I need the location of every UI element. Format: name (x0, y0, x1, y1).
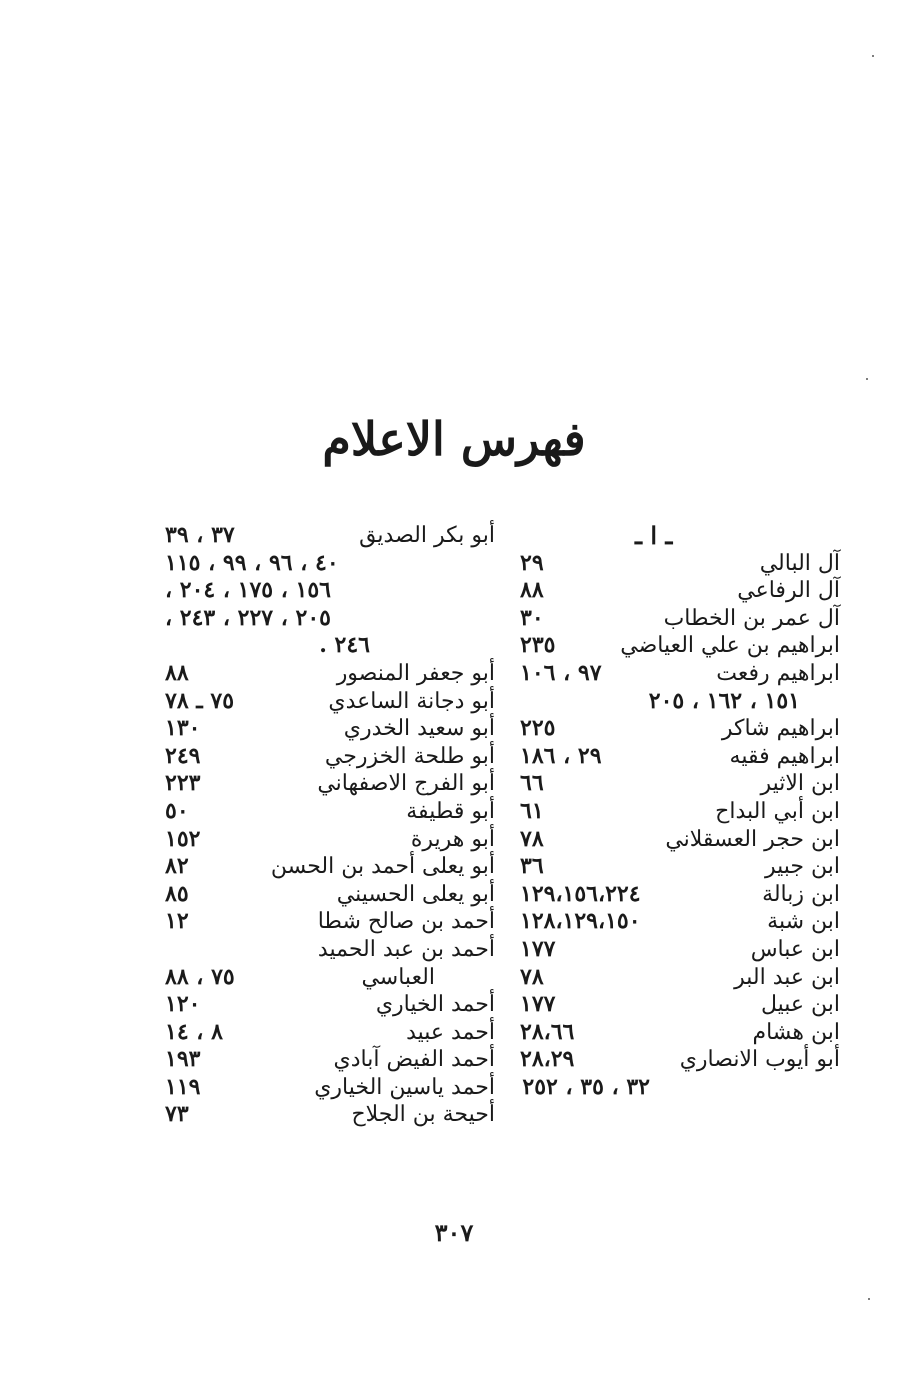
entry-pages: ١١٩ (165, 1073, 201, 1100)
entry-name: أحمد بن صالح شطا (317, 909, 495, 935)
index-entry-continuation (155, 577, 495, 605)
section-heading-alif: ـ ا ـ (635, 521, 673, 550)
entry-pages: ٨ ، ١٤ (165, 1018, 223, 1045)
entry-pages: ٣٧ ، ٣٩ (165, 522, 235, 548)
index-entry (510, 770, 840, 798)
index-entry (510, 1046, 840, 1074)
entry-name: ابراهيم فقيه (729, 743, 840, 769)
entry-name: ابن زبالة (762, 881, 840, 907)
index-entry (155, 826, 495, 854)
entry-name: العباسي (361, 964, 435, 990)
entry-pages: ١٣٠ (165, 715, 201, 742)
index-entry (155, 660, 495, 688)
entry-pages: ٣٦ (520, 853, 544, 880)
entry-name: أبو يعلى أحمد بن الحسن (270, 854, 495, 880)
index-entry-continuation (155, 632, 495, 660)
index-entry (510, 550, 840, 578)
entry-pages: ٢٣٥ (520, 632, 556, 659)
entry-pages: ٧٨ (520, 825, 544, 852)
entry-pages: ١٢٨،١٢٩،١٥٠ (520, 908, 641, 935)
entry-pages: ٨٥ (165, 880, 189, 907)
entry-pages: ٢٢٥ (520, 715, 556, 742)
entry-name: أحمد عبيد (406, 1019, 495, 1045)
index-entry (510, 632, 840, 660)
index-entry (155, 908, 495, 936)
entry-pages: ٨٨ (520, 577, 544, 604)
index-entry (155, 1046, 495, 1074)
entry-pages: ٤٠ ، ٩٦ ، ٩٩ ، ١١٥ (165, 549, 339, 576)
entry-name: أحمد الخياري (375, 992, 495, 1018)
index-entry (155, 881, 495, 909)
entry-name: آل البالي (759, 550, 840, 576)
index-entry-continuation (155, 550, 495, 578)
entry-name: آل الرفاعي (737, 578, 840, 604)
entry-name: أبو قطيفة (406, 798, 495, 824)
entry-pages: ٣٢ ، ٣٥ ، ٢٥٢ (522, 1073, 650, 1100)
index-entry (510, 660, 840, 688)
entry-name: ابن هشام (752, 1019, 840, 1045)
entry-pages: ١٥٦ ، ١٧٥ ، ٢٠٤ ، (165, 577, 331, 604)
index-entry (510, 798, 840, 826)
index-entry (155, 522, 495, 550)
index-entry (510, 964, 840, 992)
entry-name: أحمد الفيض آبادي (333, 1047, 495, 1073)
entry-name: ابن عبيل (760, 992, 840, 1018)
index-entry (510, 743, 840, 771)
entry-pages: ٦١ (520, 797, 544, 824)
index-entry (510, 991, 840, 1019)
entry-pages: ١٢٩،١٥٦،٢٢٤ (520, 880, 641, 907)
entry-pages: ١٧٧ (520, 935, 556, 962)
entry-name: آل عمر بن الخطاب (663, 605, 840, 631)
page-title: فهرس الاعلام (322, 412, 586, 466)
entry-pages: ٧٥ ـ ٧٨ (165, 687, 235, 714)
entry-pages: ٨٢ (165, 853, 189, 880)
entry-pages: ١٢٠ (165, 991, 201, 1018)
page-number: ٣٠٧ (434, 1218, 474, 1247)
entry-pages: ١٢ (165, 908, 189, 935)
entry-name: أبو دجانة الساعدي (328, 688, 495, 714)
index-entry-continuation (510, 688, 840, 716)
index-column-right (510, 522, 840, 1101)
entry-pages: ٢٤٩ (165, 742, 201, 769)
entry-pages: ٧٨ (520, 963, 544, 990)
scan-speck (866, 378, 868, 380)
index-entry (155, 991, 495, 1019)
entry-name: ابن جبير (765, 854, 840, 880)
entry-name: أحمد بن عبد الحميد (317, 936, 495, 962)
index-entry (510, 881, 840, 909)
entry-name: أبو جعفر المنصور (336, 660, 495, 686)
entry-name: أحيحة بن الجلاح (351, 1102, 495, 1128)
entry-pages: ١٩٣ (165, 1046, 201, 1073)
entry-pages: ٢٢٣ (165, 770, 201, 797)
entry-name: ابراهيم شاكر (721, 716, 840, 742)
entry-pages: ٢٩ ، ١٨٦ (520, 742, 602, 769)
entry-name: ابن أبي البداح (715, 798, 840, 824)
index-entry (510, 826, 840, 854)
index-entry (155, 1074, 495, 1102)
index-entry (510, 1019, 840, 1047)
entry-pages: ٥٠ (165, 797, 189, 824)
entry-pages: ٦٦ (520, 770, 544, 797)
index-entry (510, 577, 840, 605)
index-entry-continuation (510, 1074, 840, 1102)
entry-name: أبو أيوب الانصاري (679, 1047, 840, 1073)
entry-name: ابراهيم بن علي العياضي (620, 633, 840, 659)
entry-pages: ٢٤٦ . (319, 632, 370, 659)
entry-name: ابن عبد البر (734, 964, 840, 990)
entry-pages: ١٥٢ (165, 825, 201, 852)
index-column-left (155, 522, 495, 1129)
entry-pages: ٨٨ (165, 659, 189, 686)
entry-name: ابن الاثير (760, 771, 840, 797)
scan-speck (868, 1298, 870, 1300)
entry-name: أحمد ياسين الخياري (314, 1074, 495, 1100)
entry-pages: ٢٠٥ ، ٢٢٧ ، ٢٤٣ ، (165, 604, 331, 631)
index-entry (510, 715, 840, 743)
index-entry (155, 798, 495, 826)
entry-pages: ٧٣ (165, 1101, 189, 1128)
entry-pages: ١٥١ ، ١٦٢ ، ٢٠٥ (648, 687, 800, 714)
index-entry (510, 936, 840, 964)
entry-name: أبو طلحة الخزرجي (324, 743, 495, 769)
entry-name: أبو بكر الصديق (359, 523, 495, 548)
entry-name: أبو سعيد الخدري (343, 716, 495, 742)
entry-name: ابن عباس (750, 936, 840, 962)
index-entry-continuation (155, 605, 495, 633)
entry-pages: ٢٨،٦٦ (520, 1018, 575, 1045)
index-entry (155, 715, 495, 743)
entry-pages: ٢٨،٢٩ (520, 1046, 575, 1073)
index-entry (510, 605, 840, 633)
index-entry (155, 688, 495, 716)
index-entry (510, 853, 840, 881)
entry-pages: ٧٥ ، ٨٨ (165, 963, 235, 990)
index-entry (155, 936, 495, 964)
entry-name: أبو يعلى الحسيني (336, 881, 495, 907)
index-entry (510, 908, 840, 936)
entry-name: أبو الفرج الاصفهاني (317, 771, 495, 797)
entry-name: ابن حجر العسقلاني (665, 826, 840, 852)
entry-pages: ٩٧ ، ١٠٦ (520, 659, 602, 686)
index-entry (155, 1019, 495, 1047)
index-entry-continuation (155, 964, 495, 992)
index-entry (155, 770, 495, 798)
entry-name: أبو هريرة (410, 826, 495, 852)
index-entry (155, 743, 495, 771)
entry-pages: ١٧٧ (520, 991, 556, 1018)
index-entry (155, 1101, 495, 1129)
index-entry (155, 853, 495, 881)
entry-name: ابن شبة (767, 909, 840, 935)
scan-speck (872, 55, 874, 57)
entry-pages: ٣٠ (520, 604, 544, 631)
entry-name: ابراهيم رفعت (716, 660, 840, 686)
entry-pages: ٢٩ (520, 549, 544, 576)
